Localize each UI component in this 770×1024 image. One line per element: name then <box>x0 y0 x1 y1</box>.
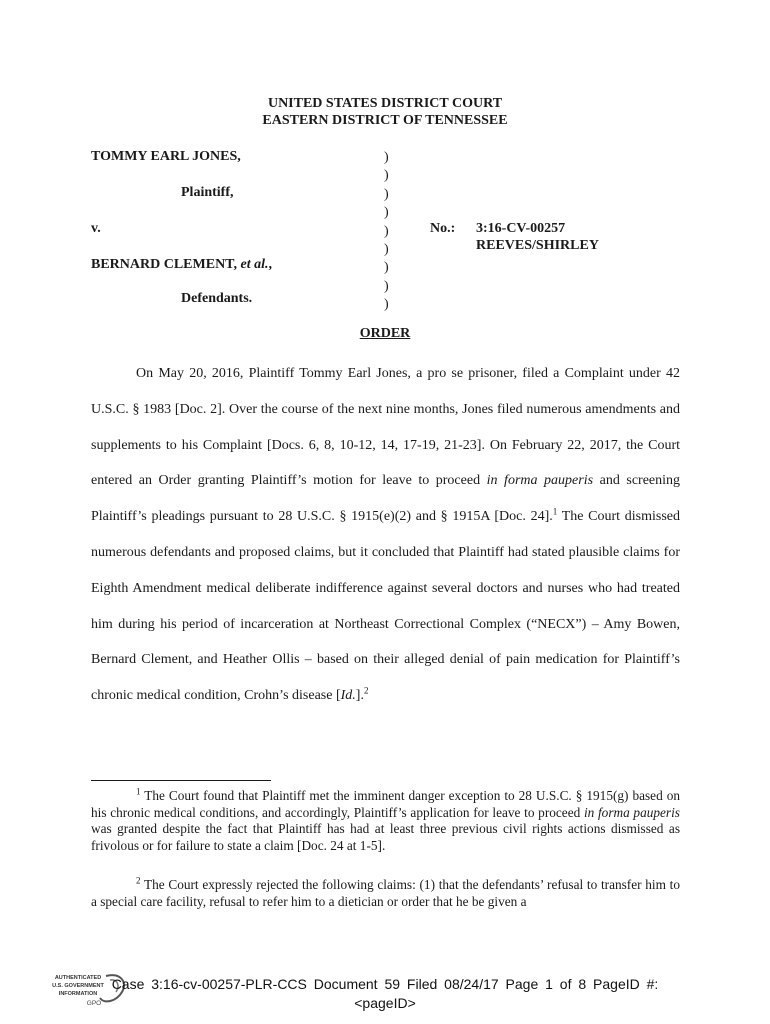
caption-paren: ) <box>384 186 389 202</box>
court-header <box>0 95 770 129</box>
filing-stamp-line: Case 3:16-cv-00257-PLR-CCS Document 59 Filed 08/24/17 Page 1 of 8 PageID #: <box>111 976 659 992</box>
caption-paren: ) <box>384 223 389 239</box>
filing-stamp <box>90 975 680 1013</box>
footnote-1: $^1$ The Court found that Plaintiff met the imminent danger exception to 28 U.S.C. § 1915(g) based on his chronic medical conditions, and accordingly, Plaintiff’s application for leave to proceed in forma pauperis was granted despite the fact that Plaintiff has had at least three previous civil rights actions dismissed as frivolous or for failure to state a claim [Doc. 24 at 1-5]. <box>91 786 680 853</box>
plaintiff-role: Plaintiff, <box>181 185 234 200</box>
assigned-judges: REEVES/SHIRLEY <box>476 238 599 253</box>
footnote-divider <box>91 780 271 781</box>
court-name: UNITED STATES DISTRICT COURT <box>267 96 503 111</box>
svg-text:U.S. GOVERNMENT: U.S. GOVERNMENT <box>52 983 104 989</box>
svg-text:INFORMATION: INFORMATION <box>58 991 98 997</box>
court-district: EASTERN DISTRICT OF TENNESSEE <box>262 113 508 128</box>
footnote-2: $^2$ The Court expressly rejected the following claims: (1) that the defendants’ refusal to transfer him to a special care facility, refusal to refer him to a dietician or order that he be given a <box>91 875 680 909</box>
svg-text:AUTHENTICATED: AUTHENTICATED <box>54 975 102 981</box>
caption-paren: ) <box>384 168 389 184</box>
case-number-label: No.: <box>430 221 456 236</box>
caption-paren: ) <box>384 241 389 257</box>
document-title: ORDER <box>359 326 411 341</box>
caption-paren: ) <box>384 297 389 313</box>
defendant-role: Defendants. <box>181 291 253 306</box>
defendant-name: BERNARD CLEMENT, et al., <box>91 257 272 272</box>
caption-paren: ) <box>384 260 389 276</box>
svg-text:GPO: GPO <box>86 1000 102 1007</box>
footnote-ref-2[interactable]: 2 <box>363 685 369 696</box>
order-body-paragraph: On May 20, 2016, Plaintiff Tommy Earl Jones, a pro se prisoner, filed a Complaint under 42 U.S.C. § 1983 [Doc. 2]. Over the course of the next nine months, Jones filed numerous amendments and supplements to his Complaint [Docs. 6, 8, 10-12, 14, 17-19, 21-23]. On February 22, 2017, the Court entered an Order granting Plaintiff’s motion for leave to proceed in forma pauperis and screening Plaintiff’s pleadings pursuant to 28 U.S.C. § 1915(e)(2) and § 1915A [Doc. 24].$^1$ The Court dismissed numerous defendants and proposed claims, but it concluded that Plaintiff had stated plausible claims for Eighth Amendment medical deliberate indifference against several doctors and nurses who had treated him during his period of incarceration at Northeast Correctional Complex (“NECX”) – Amy Bowen, Bernard Clement, and Heather Ollis – based on their alleged denial of pain medication for Plaintiff’s chronic medical condition, Crohn’s disease [Id.].$^2$ <box>91 366 681 704</box>
versus-label: v. <box>91 221 101 236</box>
caption-paren: ) <box>384 278 389 294</box>
footnote-ref-1[interactable]: 1 <box>552 506 558 517</box>
case-number: 3:16-CV-00257 <box>476 221 566 236</box>
caption-paren: ) <box>384 150 389 165</box>
caption-paren: ) <box>384 205 389 221</box>
plaintiff-name: TOMMY EARL JONES, <box>91 149 241 164</box>
page-id: <pageID> <box>354 995 416 1011</box>
caption-divider <box>384 149 389 315</box>
